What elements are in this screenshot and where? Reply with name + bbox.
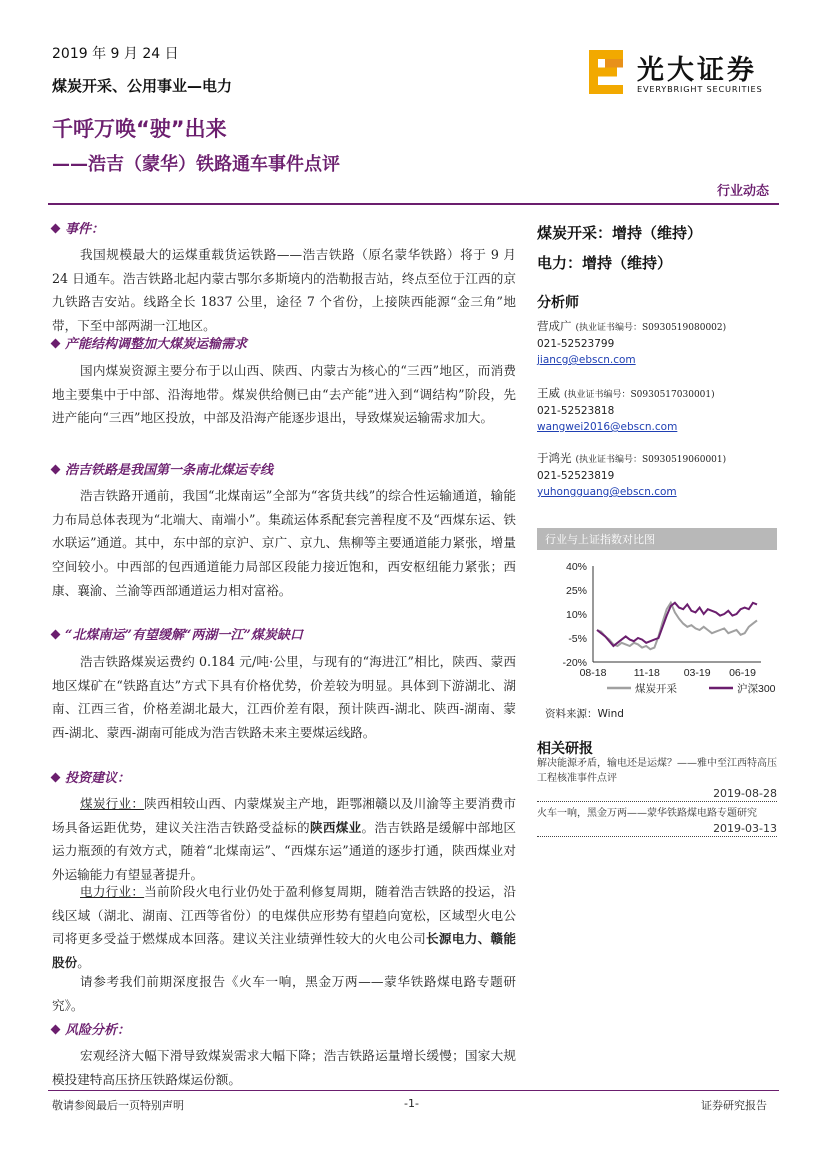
analyst-email-link[interactable]: yuhongguang@ebscn.com	[537, 486, 677, 498]
industry-label: 煤炭开采、公用事业—电力	[52, 77, 233, 95]
page-subtitle: ——浩吉（蒙华）铁路通车事件点评	[52, 154, 340, 175]
section-heading-railway: 浩吉铁路是我国第一条南北煤运专线	[52, 459, 273, 478]
legend-label: 沪深300	[737, 683, 776, 695]
header-divider	[48, 203, 779, 205]
section-heading-capacity: 产能结构调整加大煤炭运输需求	[52, 333, 247, 352]
section-paragraph-capacity: 国内煤炭资源主要分布于以山西、陕西、内蒙古为核心的“三西”地区，而消费地主要集中于中部、沿海地带。煤炭供给侧已由“去产能”进入到“调结构”阶段，先进产能向“三西”地区投放，中部及沿海产能逐步退出，导致煤炭运输需求加大。	[52, 363, 516, 426]
analyst-name: 于鸿光	[537, 451, 572, 465]
analyst-phone: 021-52523819	[537, 470, 615, 482]
analyst-cert: (执业证书编号：S0930517030001)	[564, 390, 715, 400]
diamond-bullet-icon	[51, 773, 61, 783]
related-heading: 相关研报	[537, 741, 593, 757]
analyst-email-link[interactable]: wangwei2016@ebscn.com	[537, 421, 678, 433]
chart-source: 资料来源：Wind	[545, 708, 624, 720]
invest-coal-text-a: 陕西相较山西、内蒙煤炭主产地，距鄂湘赣以及川渝等主要消费市场具备运距优势，建议关注浩吉铁路受益标的	[52, 796, 517, 835]
section-heading-risk: 风险分析：	[52, 1019, 130, 1038]
invest-refer-paragraph: 请参考我们前期深度报告《火车一响，黑金万两——蒙华铁路煤电路专题研究》。	[52, 974, 516, 1013]
industry-vs-index-chart	[537, 552, 777, 702]
page-title: 千呼万唤“驶”出来	[52, 117, 227, 141]
analyst-card	[537, 318, 777, 368]
series-line-coal	[597, 603, 757, 649]
analyst-phone: 021-52523818	[537, 405, 615, 417]
brand-logo	[587, 48, 779, 98]
y-tick-label: -20%	[562, 657, 587, 669]
analyst-name: 营成广	[537, 319, 572, 333]
analyst-email-link[interactable]: jiancg@ebscn.com	[537, 354, 636, 366]
section-paragraph-north-south: 浩吉铁路煤炭运费约 0.184 元/吨·公里，与现有的“海进江”相比，陕西、蒙西地区煤矿在“铁路直达”方式下具有价格优势，价差较为明显。具体到下游湖北、湖南、江西三省，价格差湖北最大，江西价差有限，预计陕西-湖北、陕西-湖南、蒙西-湖北、蒙西-湖南可能成为浩吉铁路未来主要煤运线路。	[52, 654, 516, 741]
category-label: 行业动态	[717, 184, 770, 199]
section-paragraph-event: 我国规模最大的运煤重载货运铁路——浩吉铁路（原名蒙华铁路）将于 9 月 24 日通车。浩吉铁路北起内蒙古鄂尔多斯境内的浩勒报吉站，终点至位于江西的京九铁路吉安站。线路全长 1837 公里，途径 7 个省份，上接陕西能源“金三角”地带，下至中部两湖一江地区。	[52, 247, 516, 334]
related-item-title: 火车一响，黑金万两——蒙华铁路煤电路专题研究	[537, 808, 757, 819]
brand-name-cn: 光大证券	[637, 55, 757, 86]
legend-label: 煤炭开采	[635, 683, 677, 695]
footer-page-number: -1-	[404, 1097, 419, 1110]
brand-name-en: EVERYBRIGHT SECURITIES	[637, 84, 763, 94]
diamond-bullet-icon	[51, 339, 61, 349]
section-heading-event: 事件：	[52, 218, 104, 237]
analyst-card	[537, 450, 777, 500]
analyst-cert: (执业证书编号：S0930519080002)	[575, 323, 727, 333]
invest-coal-paragraph	[52, 792, 516, 887]
chart-title-bar	[537, 528, 777, 550]
analyst-card	[537, 385, 777, 435]
invest-power-paragraph	[52, 880, 516, 975]
section-paragraph-railway: 浩吉铁路开通前，我国“北煤南运”全部为“客货共线”的综合性运输通道，输能力布局总体表现为“北端大、南端小”。集疏运体系配套完善程度不及“西煤东运、铁水联运”通道。其中，东中部的京沪、京广、京九、焦柳等主要通道能力紧张，增量空间较小。中西部的包西通道能力局部区段能力接近饱和，西安枢纽能力紧张；西康、襄渝、兰渝等西部通道运力相对富裕。	[52, 488, 516, 598]
footer-disclaimer: 敬请参阅最后一页特别声明	[52, 1099, 184, 1112]
chart-title: 行业与上证指数对比图	[545, 533, 655, 546]
diamond-bullet-icon	[51, 630, 61, 640]
footer-divider	[48, 1090, 779, 1091]
related-list	[537, 756, 777, 837]
invest-power-text-b: 。	[77, 955, 90, 971]
x-tick-label: 06-19	[729, 667, 756, 679]
y-tick-label: 25%	[565, 585, 587, 597]
y-tick-label: 10%	[565, 609, 587, 621]
related-item[interactable]	[537, 806, 777, 837]
x-tick-label: 08-18	[579, 667, 607, 679]
diamond-bullet-icon	[51, 1025, 61, 1035]
rating-coal: 煤炭开采：增持（维持）	[537, 224, 703, 242]
invest-coal-stock: 陕西煤业	[309, 819, 362, 835]
invest-power-text-a: 当前阶段火电行业仍处于盈利修复周期，随着浩吉铁路的投运，沿线区域（湖北、湖南、江西等省份）的电煤供应形势有望趋向宽松，区域型火电公司将更多受益于燃煤成本回落。建议关注业绩弹性较大的火电公司	[52, 884, 517, 947]
related-item-date: 2019-03-13	[537, 821, 777, 837]
invest-power-label: 电力行业：	[80, 884, 145, 899]
invest-power-stocks: 长源电力、赣能股份	[52, 931, 517, 971]
series-line-hs300	[597, 603, 757, 646]
x-tick-label: 11-18	[633, 667, 660, 679]
report-date: 2019 年 9 月 24 日	[52, 46, 179, 62]
y-tick-label: 40%	[565, 561, 587, 573]
footer-report-type: 证券研究报告	[701, 1099, 767, 1112]
related-item-date: 2019-08-28	[537, 786, 777, 802]
section-heading-north-south: “北煤南运”有望缓解“两湖一江”煤炭缺口	[52, 624, 303, 643]
related-item-title: 解决能源矛盾，输电还是运煤？——雅中至江西特高压工程核准事件点评	[537, 758, 777, 784]
x-tick-label: 03-19	[683, 667, 711, 679]
diamond-bullet-icon	[51, 224, 61, 234]
analyst-heading: 分析师	[537, 295, 579, 311]
related-item[interactable]	[537, 756, 777, 802]
risk-paragraph: 宏观经济大幅下滑导致煤炭需求大幅下降；浩吉铁路运量增长缓慢；国家大规模投建特高压挤压铁路煤运份额。	[52, 1048, 516, 1087]
y-tick-label: -5%	[568, 633, 587, 645]
diamond-bullet-icon	[51, 465, 61, 475]
everbright-logo-icon	[587, 48, 627, 96]
invest-coal-label: 煤炭行业：	[80, 796, 145, 811]
invest-coal-text-b: 。浩吉铁路是缓解中部地区运力瓶颈的有效方式，随着“北煤南运”、“西煤东运”通道的逐步打通，陕西煤业对外运输能力有望显著提升。	[52, 819, 517, 883]
rating-power: 电力：增持（维持）	[537, 254, 673, 272]
analyst-phone: 021-52523799	[537, 338, 615, 350]
section-heading-invest: 投资建议：	[52, 767, 130, 786]
analyst-cert: (执业证书编号：S0930519060001)	[575, 455, 727, 465]
analyst-name: 王威	[537, 386, 560, 400]
